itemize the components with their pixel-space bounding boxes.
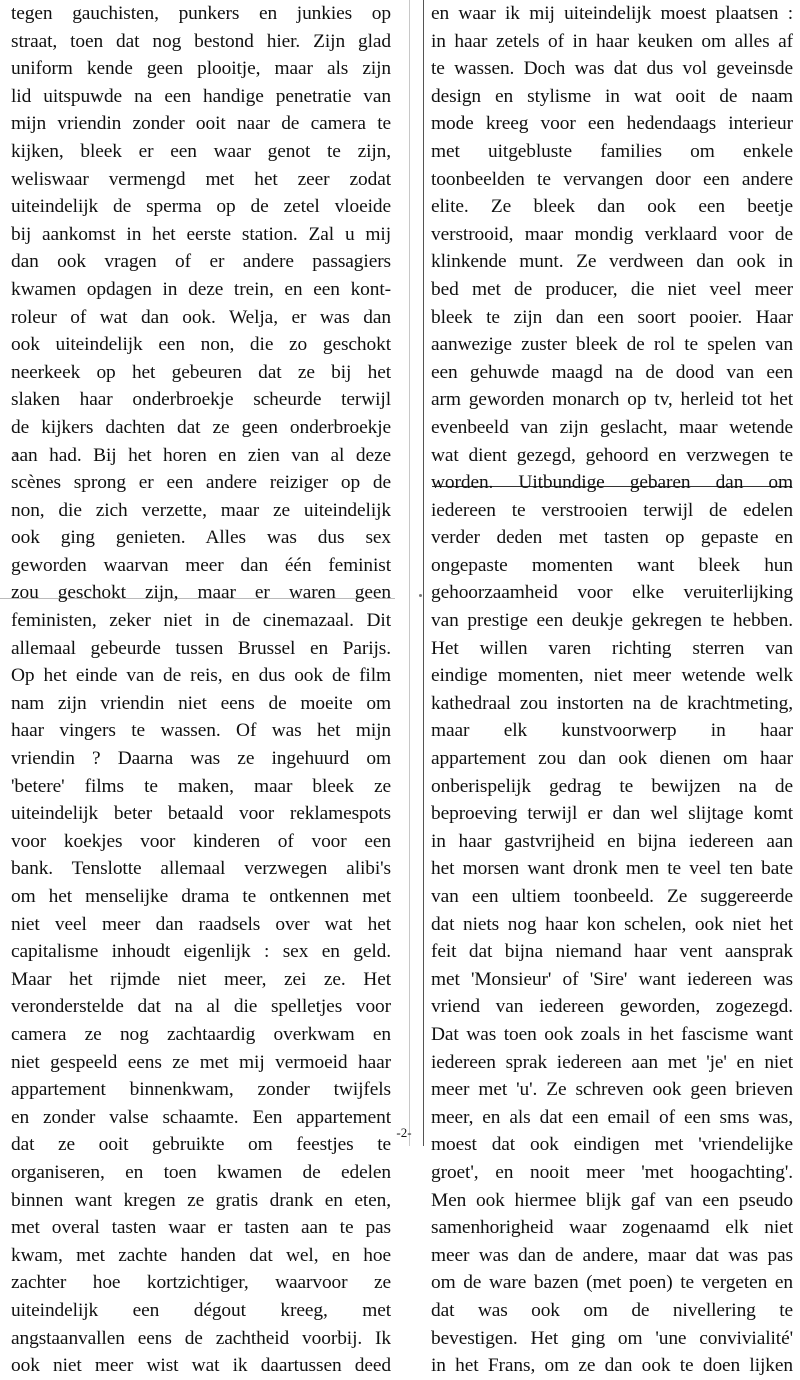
text-line: van een ultiem toonbeeld. Ze suggereerde — [431, 886, 793, 907]
text-line: Het willen varen richting sterren van — [431, 637, 793, 659]
text-line: organiseren, en toen kwamen de edelen — [11, 1161, 391, 1183]
text-line: verstrooid, maar mondig verklaard voor de — [431, 223, 793, 245]
text-line: onberispelijk gedrag te bewijzen na de — [431, 775, 793, 797]
text-line: camera ze nog zachtaardig overkwam en — [11, 1023, 391, 1045]
text-line: wat dient gezegd, gehoord en verzwegen te — [431, 444, 793, 466]
text-line: meer was dan de andere, maar dat was pas — [431, 1244, 793, 1266]
text-line: samenhorigheid waar zogenaamd elk niet — [431, 1217, 793, 1239]
text-line: eindige momenten, niet meer wetende welk — [431, 665, 793, 687]
text-line: capitalisme inhoudt eigenlijk : sex en geld. — [11, 941, 391, 963]
text-line: met uitgebluste families om enkele — [431, 140, 793, 162]
text-line: allemaal gebeurde tussen Brussel en Parijs. — [11, 637, 391, 659]
text-line: dat ze ooit gebruikte om feestjes te — [11, 1134, 391, 1156]
text-line: in haar zetels of in haar keuken om alles af — [431, 30, 793, 52]
text-line: om het menselijke drama te ontkennen met — [11, 886, 391, 907]
column-gutter-line — [409, 0, 410, 1146]
text-line: met overal tasten waar er tasten aan te pas — [11, 1217, 391, 1239]
text-line: mode kreeg voor een hedendaags interieur — [431, 113, 793, 135]
text-line: Dat was toen ook zoals in het fascisme want — [431, 1023, 793, 1045]
text-line: arm geworden monarch op tv, herleid tot het — [431, 389, 793, 411]
text-line: en zonder valse schaamte. Een appartement — [11, 1106, 391, 1128]
text-line: maar elk kunstvoorwerp in haar — [431, 720, 793, 742]
text-line: verder deden met tasten op gepaste en — [431, 527, 793, 549]
text-line: vriendin ? Daarna was ze ingehuurd om — [11, 748, 391, 770]
text-line: appartement zou dan ook dienen om haar — [431, 748, 793, 770]
text-line: de kijkers dachten dat ze geen onderbroekje — [11, 416, 391, 438]
text-line: uiteindelijk de sperma op de zetel vloeide — [11, 196, 391, 218]
text-line: kathedraal zou instorten na de krachtmeting, — [431, 692, 793, 714]
text-line: slaken haar onderbroekje scheurde terwijl — [11, 389, 391, 411]
text-line: met 'Monsieur' of 'Sire' want iedereen was — [431, 968, 793, 990]
text-line: klinkende munt. Ze verdween dan ook in — [431, 251, 793, 273]
text-line: zou geschokt zijn, maar er waren geen — [11, 582, 391, 604]
text-line: lid uitspuwde na een handige penetratie van — [11, 85, 391, 107]
left-text-column — [11, 0, 391, 1380]
text-line: design en stylisme in wat ooit de naam — [431, 85, 793, 107]
text-line: dat niets nog haar kon schelen, ook niet het — [431, 913, 793, 935]
text-line: uiteindelijk beter betaald voor reklamespots — [11, 803, 391, 825]
text-line: uniform kende geen plooitje, maar als zijn — [11, 58, 391, 80]
text-line: iedereen sprak iedereen aan met 'je' en niet — [431, 1051, 793, 1073]
text-line: binnen want kregen ze gratis drank en eten, — [11, 1189, 391, 1211]
text-line: van prestige een deukje gekregen te hebben. — [431, 610, 793, 632]
scan-speck — [419, 594, 422, 597]
text-line: in haar gastvrijheid en bijna iedereen aan — [431, 830, 793, 852]
text-line: evenbeeld van zijn geslacht, maar wetende — [431, 416, 793, 438]
text-line: gehoorzaamheid voor elke veruiterlijking — [431, 582, 793, 604]
text-line: mijn vriendin zonder ooit naar de camera te — [11, 113, 391, 135]
text-line: aan had. Bij het horen en zien van al deze — [11, 444, 391, 466]
text-line: meer, en als dat een email of een sms was, — [431, 1106, 793, 1128]
text-line: kijken, bleek er een waar genot te zijn, — [11, 140, 391, 162]
text-line: vriend van iedereen geworden, zogezegd. — [431, 996, 793, 1018]
text-line: Op het einde van de reis, en dus ook de film — [11, 665, 391, 687]
text-line: moest dat ook eindigen met 'vriendelijke — [431, 1134, 793, 1156]
text-line: tegen gauchisten, punkers en junkies op — [11, 3, 391, 24]
text-line: weliswaar vermengd met het zeer zodat — [11, 168, 391, 190]
text-line: het morsen want dronk men te veel ten bate — [431, 858, 793, 880]
text-line: feministen, zeker niet in de cinemazaal. Dit — [11, 610, 391, 632]
text-line: een gehuwde maagd na de dood van een — [431, 361, 793, 383]
text-line: elite. Ze bleek dan ook een beetje — [431, 196, 793, 218]
text-line: toonbeelden te vervangen door een andere — [431, 168, 793, 190]
text-line: ook ging genieten. Alles was dus sex — [11, 527, 391, 549]
text-line: bij aankomst in het eerste station. Zal u mij — [11, 223, 391, 245]
column-divider-line — [423, 0, 424, 1146]
text-line: bleek te zijn dan een soort pooier. Haar — [431, 306, 793, 328]
text-line: groet', en nooit meer 'met hoogachting'. — [431, 1161, 793, 1183]
text-line: neerkeek op het gebeuren dat ze bij het — [11, 361, 391, 383]
text-line: uiteindelijk een dégout kreeg, met — [11, 1299, 391, 1321]
text-line: meer met 'u'. Ze schreven ook geen brieven — [431, 1079, 793, 1101]
text-line: appartement binnenkwam, zonder twijfels — [11, 1079, 391, 1101]
text-line: bed met de producer, die niet veel meer — [431, 278, 793, 300]
text-line: veronderstelde dat na al die spelletjes voor — [11, 996, 391, 1018]
text-line: angstaanvallen eens de zachtheid voorbij. Ik — [11, 1327, 391, 1349]
text-line: aanwezige zuster bleek de rol te spelen van — [431, 334, 793, 356]
text-line: dan ook vragen of er andere passagiers — [11, 251, 391, 273]
text-line: kwam, met zachte handen dat wel, en hoe — [11, 1244, 391, 1266]
text-line: 'betere' films te maken, maar bleek ze — [11, 775, 391, 797]
text-line: Men ook hiermee blijk gaf van een pseudo — [431, 1189, 793, 1211]
text-line: bank. Tenslotte allemaal verzwegen alibi's — [11, 858, 391, 880]
text-line: non, die zich verzette, maar ze uiteindelijk — [11, 499, 391, 521]
text-line: bevestigen. Het ging om 'une convivialité' — [431, 1327, 793, 1349]
text-line: dat was ook om de nivellering te — [431, 1299, 793, 1321]
text-line: Maar het rijmde niet meer, zei ze. Het — [11, 968, 391, 990]
text-line: kwamen opdagen in deze trein, en een kont- — [11, 278, 391, 300]
right-text-column — [431, 0, 793, 1380]
text-line: zachter hoe kortzichtiger, waarvoor ze — [11, 1272, 391, 1294]
page-number: -2- — [396, 1125, 412, 1140]
text-line: niet veel meer dan raadsels over wat het — [11, 913, 391, 935]
text-line: ook uiteindelijk een non, die zo geschokt — [11, 334, 391, 356]
text-line: haar vingers te wassen. Of was het mijn — [11, 720, 391, 742]
text-line: te wassen. Doch was dat dus vol geveinsde — [431, 58, 793, 80]
text-line: en waar ik mij uiteindelijk moest plaatsen : — [431, 3, 793, 24]
text-line: straat, toen dat nog bestond hier. Zijn glad — [11, 30, 391, 52]
text-line: worden. Uitbundige gebaren dan om — [431, 472, 793, 494]
text-line: in het Frans, om ze dan ook te doen lijken — [431, 1355, 793, 1377]
text-line: roleur of wat dan ook. Welja, er was dan — [11, 306, 391, 328]
text-line: geworden waarvan meer dan één feminist — [11, 554, 391, 576]
text-line: nam zijn vriendin niet eens de moeite om — [11, 692, 391, 714]
text-line: ook niet meer wist wat ik daartussen deed — [11, 1355, 391, 1377]
text-line: ongepaste momenten want bleek hun — [431, 554, 793, 576]
text-line: voor koekjes voor kinderen of voor een — [11, 830, 391, 852]
text-line: beproeving terwijl er dan wel slijtage komt — [431, 803, 793, 825]
text-line: scènes sprong er een andere reiziger op de — [11, 472, 391, 494]
text-line: niet gespeeld eens ze met mij vermoeid haar — [11, 1051, 391, 1073]
text-line: feit dat bijna niemand haar vent aansprak — [431, 941, 793, 963]
text-line: iedereen te verstrooien terwijl de edelen — [431, 499, 793, 521]
text-line: om de ware bazen (met poen) te vergeten en — [431, 1272, 793, 1294]
